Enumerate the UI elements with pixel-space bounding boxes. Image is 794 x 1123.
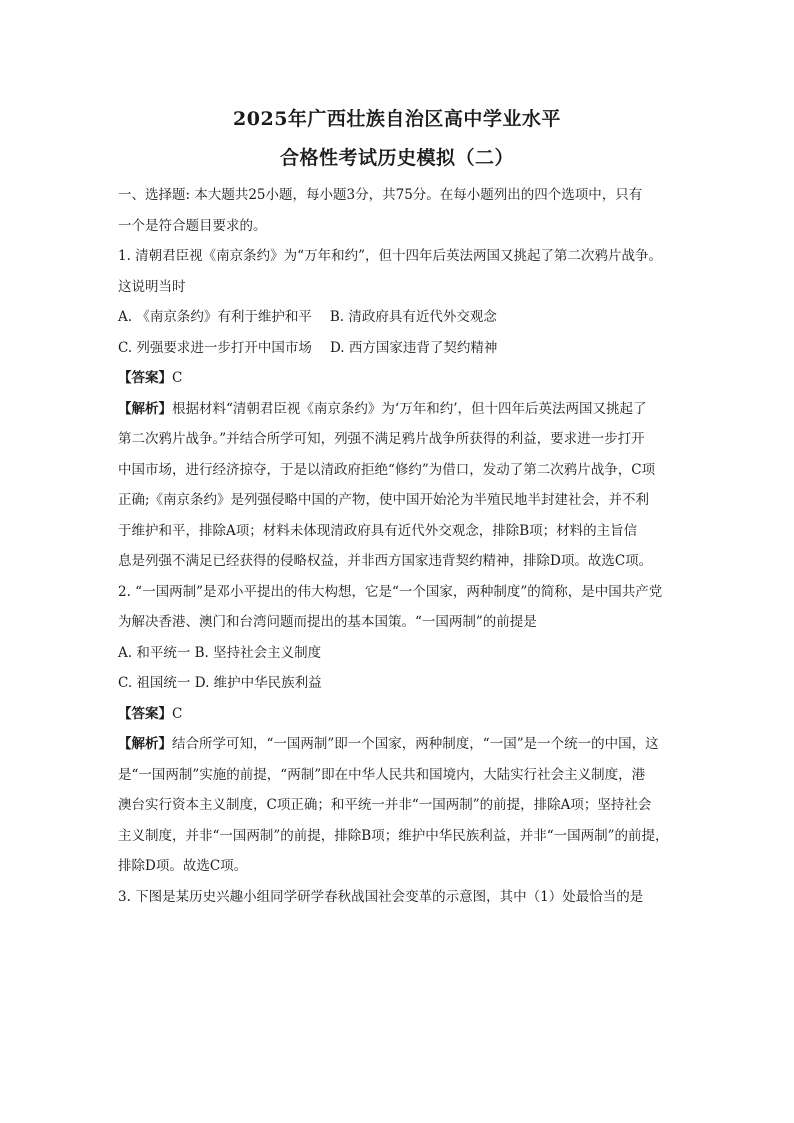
q2-option-d: D. 维护中华民族利益 bbox=[194, 675, 322, 691]
q1-analysis-line6: 息是列强不满足已经获得的侵略权益，并非西方国家违背契约精神，排除D项。故选C项。 bbox=[118, 553, 653, 569]
q2-options-cd bbox=[118, 668, 678, 699]
q2-answer-value: C bbox=[172, 705, 183, 722]
q1-analysis bbox=[118, 394, 678, 425]
q1-option-d: D. 西方国家违背了契约精神 bbox=[329, 339, 498, 356]
q1-options-ab bbox=[118, 302, 678, 333]
q3-stem: 3. 下图是某历史兴趣小组同学研学春秋战国社会变革的示意图，其中（1）处最恰当的是 bbox=[118, 888, 644, 905]
q2-analysis-line3: 澳台实行资本主义制度，C项正确；和平统一并非“一国两制”的前提，排除A项；坚持社会 bbox=[118, 797, 652, 813]
q2-options-ab bbox=[118, 638, 678, 669]
q1-option-b: B. 清政府具有近代外交观念 bbox=[329, 309, 497, 325]
page-title: 2025年广西壮族自治区高中学业水平 bbox=[233, 108, 561, 130]
q2-analysis-line2: 是“一国两制”实施的前提，“两制”即在中华人民共和国境内，大陆实行社会主义制度，港 bbox=[118, 766, 646, 783]
analysis-tag: 【解析】 bbox=[118, 736, 172, 752]
exam-content bbox=[118, 180, 678, 912]
q1-analysis-line2: 第二次鸦片战争。”并结合所学可知，列强不满足鸦片战争所获得的利益，要求进一步打开 bbox=[118, 431, 645, 447]
section-instruction: 一、选择题: 本大题共25小题，每小题3分，共75分。在每小题列出的四个选项中，只有 bbox=[118, 187, 643, 203]
q1-option-c: C. 列强要求进一步打开中国市场 bbox=[118, 339, 312, 356]
answer-tag: 【答案】 bbox=[118, 705, 172, 722]
q1-options-cd bbox=[118, 333, 678, 364]
q2-analysis-line5: 排除D项。故选C项。 bbox=[118, 858, 248, 874]
q2-option-b: B. 坚持社会主义制度 bbox=[194, 644, 322, 661]
q2-stem-cont: 为解决香港、澳门和台湾问题而提出的基本国策。“一国两制”的前提是 bbox=[118, 614, 537, 630]
analysis-tag: 【解析】 bbox=[118, 400, 172, 417]
q1-stem-cont: 这说明当时 bbox=[118, 278, 186, 295]
q2-analysis bbox=[118, 729, 678, 760]
q1-analysis-line4: 正确;《南京条约》是列强侵略中国的产物，使中国开始沦为半殖民地半封建社会，并不利 bbox=[118, 492, 650, 508]
page-subtitle: 合格性考试历史模拟（二） bbox=[279, 147, 514, 169]
q1-analysis-line5: 于维护和平，排除A项；材料未体现清政府具有近代外交观念，排除B项；材料的主旨信 bbox=[118, 522, 638, 539]
q1-answer-value: C bbox=[172, 370, 183, 386]
answer-tag: 【答案】 bbox=[118, 370, 172, 386]
q1-option-a: A. 《南京条约》有利于维护和平 bbox=[118, 309, 312, 325]
q2-option-c: C. 祖国统一 bbox=[118, 675, 191, 691]
q2-answer bbox=[118, 699, 678, 730]
q2-stem: 2. “一国两制”是邓小平提出的伟大构想，它是“一个国家，两种制度”的简称，是中国共产党 bbox=[118, 583, 663, 600]
q1-stem: 1. 清朝君臣视《南京条约》为“万年和约”，但十四年后英法两国又挑起了第二次鸦片战争。 bbox=[118, 248, 662, 264]
q1-analysis-line1: 根据材料“清朝君臣视《南京条约》为‘万年和约’，但十四年后英法两国又挑起了 bbox=[172, 400, 647, 417]
q2-option-a: A. 和平统一 bbox=[118, 644, 191, 661]
q2-analysis-line1: 结合所学可知，“一国两制”即一个国家，两种制度，“一国”是一个统一的中国，这 bbox=[172, 736, 659, 752]
q1-analysis-line3: 中国市场，进行经济掠夺，于是以清政府拒绝“修约”为借口，发动了第二次鸦片战争，C项 bbox=[118, 461, 656, 478]
q1-answer bbox=[118, 363, 678, 394]
q2-analysis-line4: 主义制度，并非“一国两制”的前提，排除B项；维护中华民族利益，并非“一国两制”的前提， bbox=[118, 827, 669, 844]
section-instruction-cont: 一个是符合题目要求的。 bbox=[118, 217, 267, 234]
